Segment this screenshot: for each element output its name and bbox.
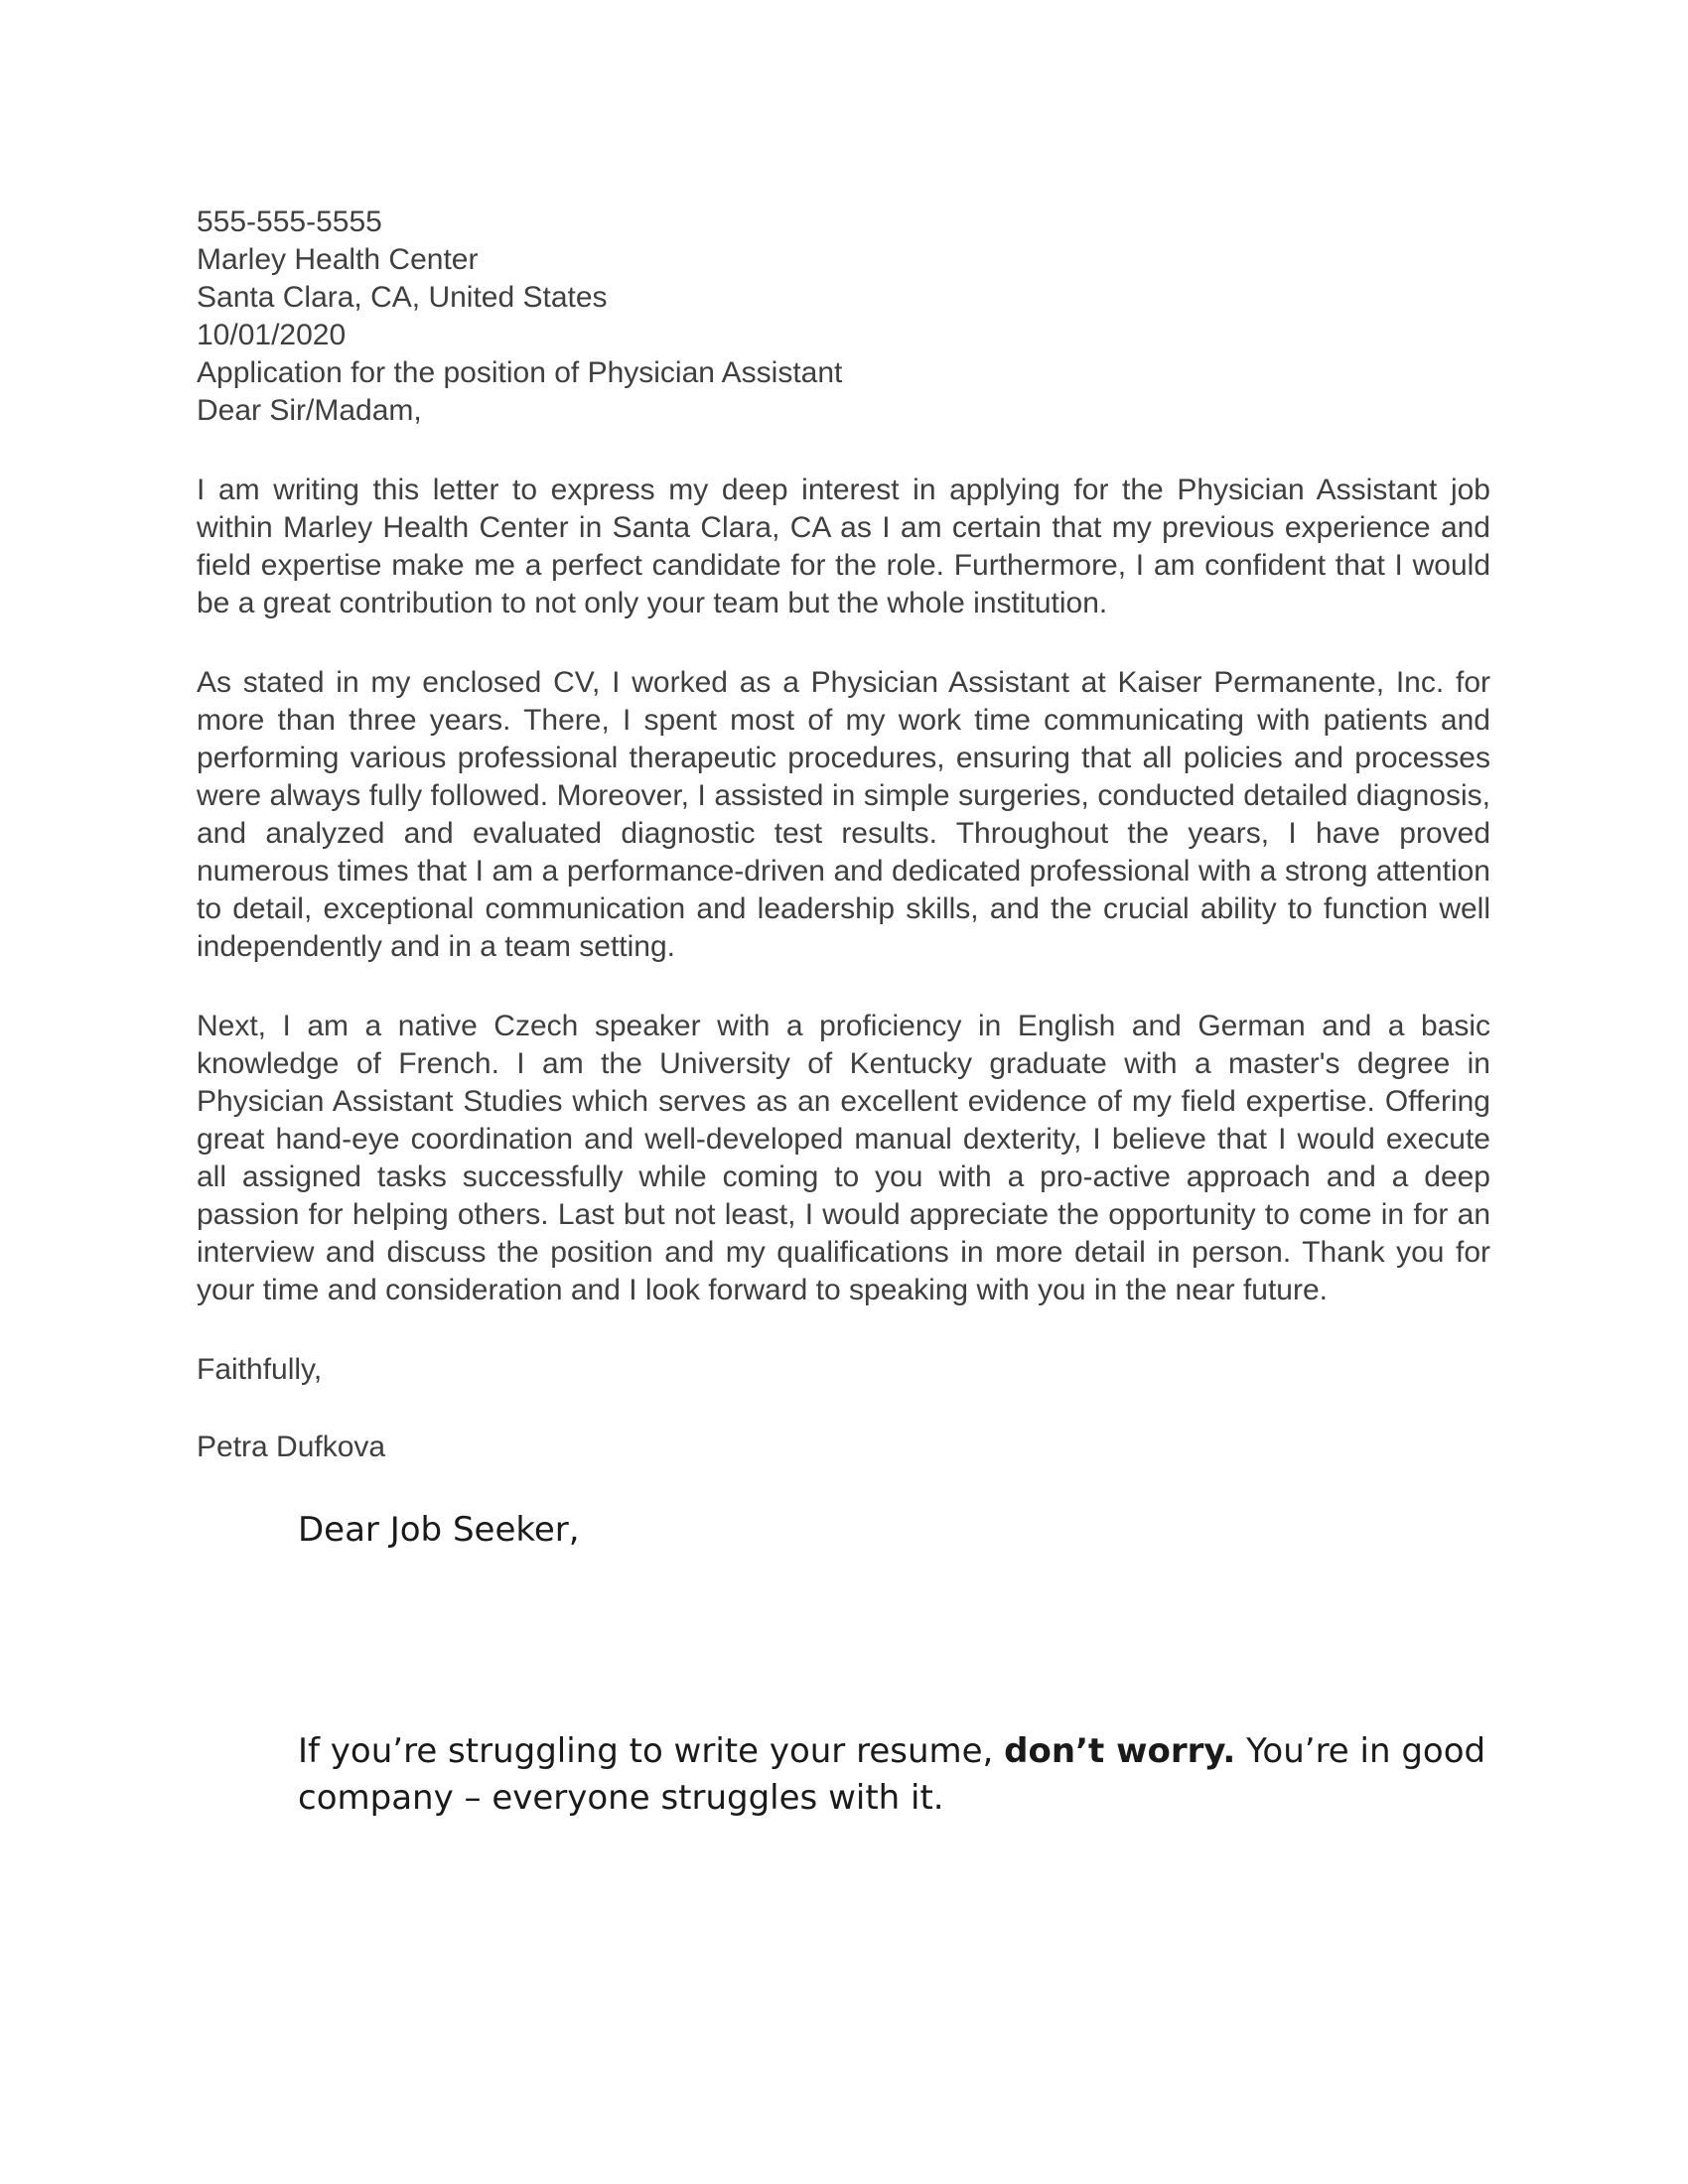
date-line: 10/01/2020 xyxy=(197,319,347,351)
phone-line: 555-555-5555 xyxy=(197,205,382,238)
note-salutation: Dear Job Seeker, xyxy=(298,1510,580,1550)
letter-signature: Petra Dufkova xyxy=(197,1431,386,1463)
letter-closing: Faithfully, xyxy=(197,1353,323,1386)
note-body-suffix-line1: You’re in good xyxy=(1235,1731,1486,1771)
location-line: Santa Clara, CA, United States xyxy=(197,281,608,314)
letter-paragraph-2: As stated in my enclosed CV, I worked as a Physician Assistant at Kaiser Permanente, Inc. for more than three years. There, I spent most of my work time communicating with patients and performing various professional therapeutic procedures, ensuring that all policies and processes were always fully followed. Moreover, I assisted in simple surgeries, conducted detailed diagnosis, and analyzed and evaluated diagnostic test results. Throughout the years, I have proved numerous times that I am a performance-driven and dedicated professional with a strong attention to detail, exceptional communication and leadership skills, and the crucial ability to function well independently and in a team setting. xyxy=(197,666,1490,963)
cover-letter xyxy=(197,204,1490,1822)
letter-header-block xyxy=(197,204,1490,430)
note-body xyxy=(298,1728,1490,1822)
job-seeker-note xyxy=(298,1508,1490,1822)
salutation-line: Dear Sir/Madam, xyxy=(197,394,422,427)
note-body-bold: don’t worry. xyxy=(1004,1731,1236,1771)
letter-paragraph-3: Next, I am a native Czech speaker with a proficiency in English and German and a basic knowledge of French. I am the University of Kentucky graduate with a master's degree in Physician Assistant Studies which serves as an excellent evidence of my field expertise. Offering great hand-eye coordination and well-developed manual dexterity, I believe that I would execute all assigned tasks successfully while coming to you with a pro-active approach and a deep passion for helping others. Last but not least, I would appreciate the opportunity to come in for an interview and discuss the position and my qualifications in more detail in person. Thank you for your time and consideration and I look forward to speaking with you in the near future. xyxy=(197,1010,1490,1306)
subject-line: Application for the position of Physician Assistant xyxy=(197,356,843,389)
note-body-prefix: If you’re struggling to write your resume, xyxy=(298,1731,1005,1771)
company-line: Marley Health Center xyxy=(197,243,479,276)
note-body-suffix-line2: company – everyone struggles with it. xyxy=(298,1778,944,1818)
letter-paragraph-1: I am writing this letter to express my deep interest in applying for the Physician Assistant job within Marley Health Center in Santa Clara, CA as I am certain that my previous experience and field expertise make me a perfect candidate for the role. Furthermore, I am confident that I would be a great contribution to not only your team but the whole institution. xyxy=(197,474,1490,619)
